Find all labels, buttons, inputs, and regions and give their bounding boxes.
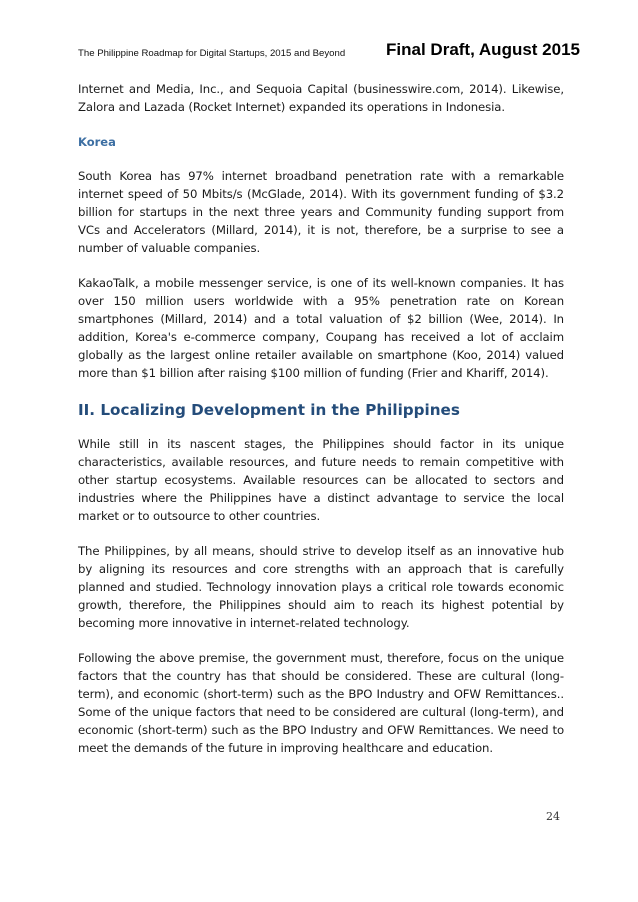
page-header [78, 40, 580, 66]
draft-label: Final Draft, August 2015 [386, 40, 580, 59]
paragraph-korea-overview: South Korea has 97% internet broadband penetration rate with a remarkable internet speed of 50 Mbits/s (McGlade, 2014). With its government funding of $3.2 billion for startups in the next three years and Community funding support from VCs and Accelerators (Millard, 2014), it is not, therefore, be a surprise to see a number of valuable companies. [78, 169, 564, 255]
subheading-korea: Korea [78, 135, 116, 149]
document-body [78, 80, 564, 774]
paragraph-indonesia-continuation: Internet and Media, Inc., and Sequoia Capital (businesswire.com, 2014). Likewise, Zalora and Lazada (Rocket Internet) expanded its operations in Indonesia. [78, 82, 564, 114]
running-title: The Philippine Roadmap for Digital Startups, 2015 and Beyond [78, 48, 346, 59]
paragraph-nascent-stages: While still in its nascent stages, the Philippines should factor in its unique characteristics, available resources, and future needs to remain competitive with other startup ecosystems. Available resources can be allocated to sectors and industries where the Philippines have a distinct advantage to service the local market or to outsource to other countries. [78, 437, 564, 523]
paragraph-kakaotalk: KakaoTalk, a mobile messenger service, is one of its well-known companies. It has over 150 million users worldwide with a 95% penetration rate on Korean smartphones (Millard, 2014) and a total valuation of $2 billion (Wee, 2014). In addition, Korea's e-commerce company, Coupang has received a lot of acclaim globally as the largest online retailer available on smartphone (Koo, 2014) valued more than $1 billion after raising $100 million of funding (Frier and Khariff, 2014). [78, 276, 564, 380]
paragraph-innovative-hub: The Philippines, by all means, should strive to develop itself as an innovative hub by aligning its resources and core strengths with an approach that is carefully planned and studied. Technology innovation plays a critical role towards economic growth, therefore, the Philippines should aim to reach its highest potential by becoming more innovative in internet-related technology. [78, 544, 564, 630]
page-number: 24 [546, 810, 560, 823]
paragraph-unique-factors: Following the above premise, the government must, therefore, focus on the unique factors that the country has that should be considered. These are cultural (long-term), and economic (short-term) such as the BPO Industry and OFW Remittances.. Some of the unique factors that need to be considered are cultural (long-term), and economic (short-term) such as the BPO Industry and OFW Remittances. We need to meet the demands of the future in improving healthcare and education. [78, 651, 564, 755]
section-heading-localizing: II. Localizing Development in the Philippines [78, 401, 460, 419]
